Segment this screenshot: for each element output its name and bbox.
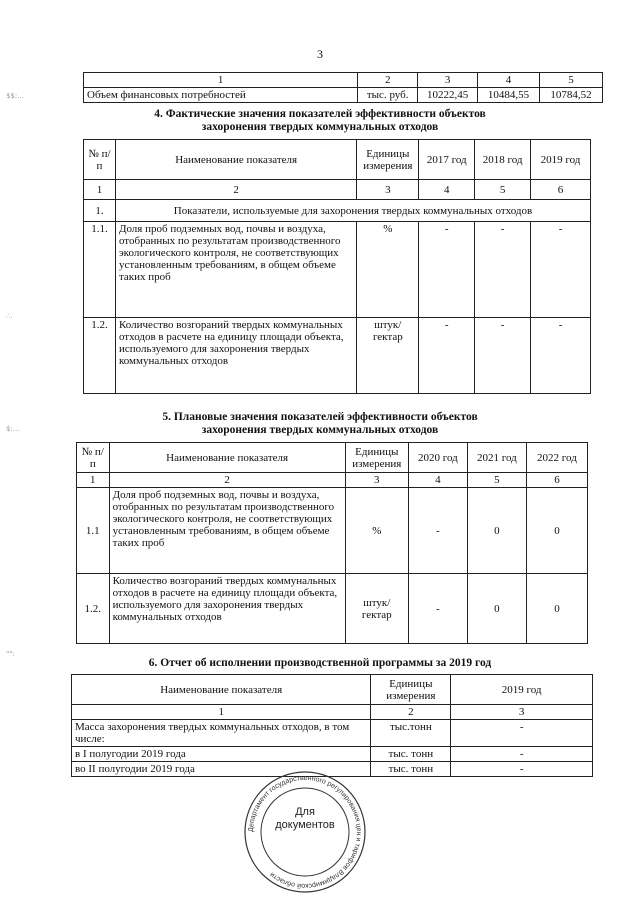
table-cell: 1: [84, 180, 116, 200]
table-cell: -: [531, 318, 591, 394]
table-cell: 1.2.: [84, 318, 116, 394]
section5-title-line2: захоронения твердых коммунальных отходов: [201, 424, 439, 436]
table-cell: 3: [357, 180, 419, 200]
table-cell: тыс.тонн: [371, 720, 451, 747]
table-header-row: [77, 443, 588, 473]
table-cell: в I полугодии 2019 года: [72, 747, 371, 762]
planned-values-table: [76, 442, 588, 644]
margin-mark: $$:...: [6, 92, 24, 100]
table-row: [84, 88, 603, 103]
table-cell: 4: [478, 73, 540, 88]
table-cell: 4: [408, 473, 467, 488]
table-cell: Масса захоронения твердых коммунальных отходов, в том числе:: [72, 720, 371, 747]
table-cell: 1.1.: [84, 222, 116, 318]
stamp-line2: документов: [275, 819, 335, 831]
table-cell: 5: [467, 473, 526, 488]
actual-values-table: [83, 139, 591, 394]
table-row: [72, 705, 593, 720]
table-row: [72, 747, 593, 762]
header-cell-year: 2017 год: [419, 140, 475, 180]
stamp-line1: Для: [295, 806, 315, 818]
table-row: [77, 473, 588, 488]
table-cell: 2: [109, 473, 345, 488]
header-cell-number: № п/п: [84, 140, 116, 180]
table-cell: 1.: [84, 200, 116, 222]
section5-title: [0, 411, 640, 437]
table-header-row: [72, 675, 593, 705]
table-cell: Доля проб подземных вод, почвы и воздуха, отобранных по результатам производственного экологического контроля, не соответствующих установленным требованиям, в общем объеме таких проб: [115, 222, 356, 318]
table-cell: 6: [526, 473, 587, 488]
header-cell-year: 2020 год: [408, 443, 467, 473]
table-cell: -: [475, 222, 531, 318]
header-cell-unit: Единицы измерения: [345, 443, 408, 473]
table-row: [72, 720, 593, 747]
table-cell: тыс. руб.: [358, 88, 418, 103]
table-row: [84, 318, 591, 394]
section5-title-line1: 5. Плановые значения показателей эффективности объектов: [162, 411, 478, 423]
table-cell: штук/ гектар: [345, 574, 408, 644]
header-cell-name: Наименование показателя: [109, 443, 345, 473]
table-cell: 10222,45: [418, 88, 478, 103]
table-cell: 0: [526, 488, 587, 574]
table-cell: -: [419, 222, 475, 318]
header-cell-name: Наименование показателя: [115, 140, 356, 180]
table-cell: -: [451, 762, 593, 777]
table-cell: -: [451, 720, 593, 747]
table-cell: -: [419, 318, 475, 394]
table-cell: 0: [526, 574, 587, 644]
table-cell: %: [345, 488, 408, 574]
table-row: [77, 574, 588, 644]
header-cell-unit: Единицы измерения: [357, 140, 419, 180]
header-cell-year: 2019 год: [531, 140, 591, 180]
table-cell: 2: [371, 705, 451, 720]
page-number: 3: [317, 47, 323, 61]
financial-table: [83, 72, 603, 103]
table-row: [77, 488, 588, 574]
header-cell-year: 2022 год: [526, 443, 587, 473]
stamp-center-text: [243, 806, 367, 832]
table-cell: -: [451, 747, 593, 762]
table-cell: Количество возгораний твердых коммунальных отходов в расчете на единицу площади объекта, используемого для захоронения твердых коммунальных отходов: [115, 318, 356, 394]
table-cell: 1.2.: [77, 574, 110, 644]
table-cell: 1: [72, 705, 371, 720]
table-cell: Количество возгораний твердых коммунальных отходов в расчете на единицу площади объекта, используемого для захоронения твердых коммунальных отходов: [109, 574, 345, 644]
table-cell: 3: [451, 705, 593, 720]
table-cell: -: [475, 318, 531, 394]
table-cell: -: [408, 574, 467, 644]
table-cell: 0: [467, 574, 526, 644]
header-cell-name: Наименование показателя: [72, 675, 371, 705]
table-cell: штук/ гектар: [357, 318, 419, 394]
report-table: [71, 674, 593, 777]
table-row: [84, 73, 603, 88]
table-cell: тыс. тонн: [371, 747, 451, 762]
table-cell: 10784,52: [540, 88, 603, 103]
stamp-ring-text: Департамент государственного регулирования цен и тарифов Владимирской области: [247, 774, 363, 890]
table-cell: 10484,55: [478, 88, 540, 103]
header-cell-year: 2018 год: [475, 140, 531, 180]
table-cell: Доля проб подземных вод, почвы и воздуха, отобранных по результатам производственного экологического контроля, не соответствующих установленным требованиям, в общем объеме таких проб: [109, 488, 345, 574]
table-cell: -: [408, 488, 467, 574]
table-row: [84, 222, 591, 318]
header-cell-number: № п/п: [77, 443, 110, 473]
table-cell: 5: [475, 180, 531, 200]
table-header-row: [84, 140, 591, 180]
header-cell-year: 2019 год: [451, 675, 593, 705]
table-cell: 2: [115, 180, 356, 200]
margin-mark: $:...: [6, 425, 20, 433]
table-cell: 2: [358, 73, 418, 88]
section4-title: [0, 108, 640, 134]
table-cell: 1: [77, 473, 110, 488]
section6-title: 6. Отчет об исполнении производственной программы за 2019 год: [148, 657, 492, 669]
section4-title-line2: захоронения твердых коммунальных отходов: [201, 121, 439, 133]
table-cell: 0: [467, 488, 526, 574]
official-stamp: [243, 770, 367, 894]
header-cell-year: 2021 год: [467, 443, 526, 473]
margin-mark: "":: [6, 650, 15, 658]
table-cell: 6: [531, 180, 591, 200]
group-title: Показатели, используемые для захоронения твердых коммунальных отходов: [115, 200, 590, 222]
table-cell: 4: [419, 180, 475, 200]
table-cell: Объем финансовых потребностей: [84, 88, 358, 103]
table-cell: %: [357, 222, 419, 318]
table-cell: 3: [418, 73, 478, 88]
section4-title-line1: 4. Фактические значения показателей эффективности объектов: [154, 108, 486, 120]
header-cell-unit: Единицы измерения: [371, 675, 451, 705]
table-cell: 5: [540, 73, 603, 88]
table-cell: во II полугодии 2019 года: [72, 762, 371, 777]
table-cell: тыс. тонн: [371, 762, 451, 777]
table-row: [84, 180, 591, 200]
table-cell: -: [531, 222, 591, 318]
table-cell: 3: [345, 473, 408, 488]
table-cell: 1.1: [77, 488, 110, 574]
table-cell: 1: [84, 73, 358, 88]
table-group-row: [84, 200, 591, 222]
margin-mark: ∴.: [6, 312, 13, 320]
